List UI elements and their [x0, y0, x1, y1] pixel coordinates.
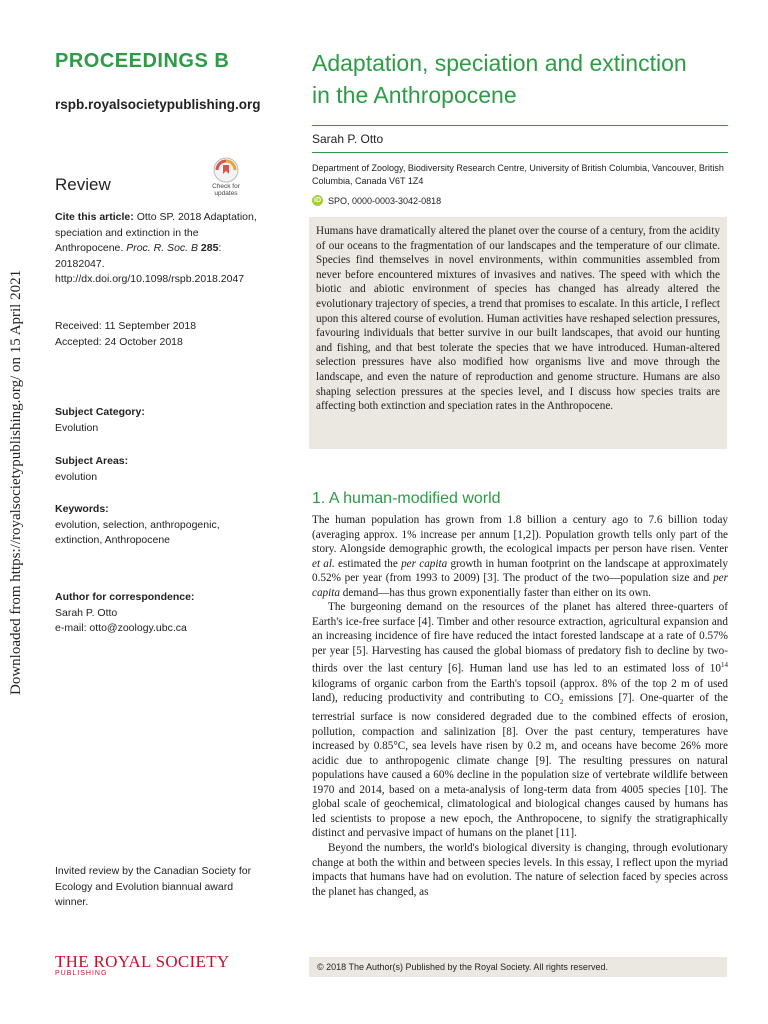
dates-block — [55, 319, 265, 350]
subject-areas-label: Subject Areas: — [55, 455, 129, 467]
title-line-1: Adaptation, speciation and extinction — [312, 50, 687, 76]
cite-journal: Proc. R. Soc. B — [126, 242, 198, 254]
cite-text: Otto SP. 2018 Adaptation, speciation and extinction in the Anthropocene. — [55, 211, 257, 254]
accepted-date: Accepted: 24 October 2018 — [55, 335, 183, 348]
correspondence — [55, 590, 265, 637]
download-watermark — [2, 269, 28, 700]
royal-society-logo: THE ROYAL SOCIETY — [55, 952, 230, 971]
subject-category-label: Subject Category: — [55, 406, 145, 418]
author-name: Sarah P. Otto — [312, 132, 384, 146]
keywords-label: Keywords: — [55, 503, 109, 515]
section-heading: 1. A human-modified world — [312, 490, 501, 507]
invited-review-note: Invited review by the Canadian Society for Ecology and Evolution biannual award winner. — [55, 865, 252, 908]
journal-name: PROCEEDINGS B — [55, 50, 230, 72]
correspondence-email[interactable]: e-mail: otto@zoology.ubc.ca — [55, 622, 187, 634]
subject-areas-value: evolution — [55, 470, 98, 483]
citation-block — [55, 210, 265, 288]
article-type: Review — [55, 175, 111, 194]
keywords-value: evolution, selection, anthropogenic, extinction, Anthropocene — [55, 518, 220, 546]
received-date: Received: 11 September 2018 — [55, 320, 197, 332]
cite-pages: : 20182047. — [55, 242, 222, 270]
subject-category — [55, 405, 265, 436]
check-for-updates-button[interactable] — [205, 157, 247, 197]
author-divider — [312, 152, 728, 153]
affiliation: Department of Zoology, Biodiversity Research Centre, University of British Columbia, Vancouver, British Columbia, Canada V6T 1Z4 — [312, 163, 724, 186]
cite-doi-link[interactable]: http://dx.doi.org/10.1098/rspb.2018.2047 — [55, 273, 245, 285]
subject-category-value: Evolution — [55, 421, 99, 434]
paragraph-3: Beyond the numbers, the world's biological diversity is changing, through evolutionary change at both the within and between species levels. In this essay, I reflect upon the myriad impacts that humans have had on evolution. The nature of selection faced by species across the planet has changed, as — [312, 842, 728, 898]
correspondence-label: Author for correspondence: — [55, 591, 195, 603]
paragraph-2: The burgeoning demand on the resources of the planet has altered three-quarters of Earth's ice-free surface [4]. Timber and other resource extraction, agricultural expansion and an increasing incidence of fire have reduced the intact forested landscape at a rate of 0.57% per year [5]. Harvesting has caused the global biomass of predatory fish to decline by two-thirds over the last century [6]. Human land use has led to an estimated loss of $10^{14}$ kilograms of organic carbon from the Earth's topsoil (approx. 8% of the top 2 m of used land), reducing productivity and contributing to $CO_2$ emissions [7]. One-quarter of the terrestrial surface is now considered degraded due to the combined effects of erosion, pollution, compaction and salinization [8]. Over the past century, temperatures have increased by 0.85°C, sea levels have risen by 0.2 m, and oceans have become 26% more acidic due to anthropogenic climate change [9]. The resulting pressures on natural populations have caused a 60% decline in the population size of vertebrate wildlife between 1970 and 2014, based on a meta-analysis of long-term data from 4005 species [10]. The global scale of geochemical, climatological and biological changes caused by humans has led scientists to propose a new epoch, the Anthropocene, to signify the stratigraphically distinct and pervasive impact of humans on the planet [11]. — [312, 601, 728, 840]
orcid-icon: iD — [314, 197, 321, 204]
check-updates-icon — [213, 157, 239, 183]
copyright-bar: © 2018 The Author(s) Published by the Royal Society. All rights reserved. — [309, 957, 727, 977]
orcid-line[interactable] — [312, 195, 441, 206]
keywords — [55, 502, 265, 549]
watermark-text: Downloaded from https://royalsocietypublishing.org/ on 15 April 2021 — [8, 269, 24, 695]
abstract-box: Humans have dramatically altered the planet over the course of a century, from the acidity of our oceans to the fragmentation of our landscapes and the temperature of our climate. Species find themselves in novel environments, within communities assembled from never before encountered mixtures of invasives and natives. The speed with which the biotic and abiotic environment of species has changed has already altered the evolutionary trajectory of species, a trend that promises to escalate. In this article, I reflect upon this altered course of evolution. Human activities have reshaped selection pressures, favouring individuals that better survive in our built landscapes, that avoid our hunting and fishing, and that best tolerate the species that we have introduced. Human-altered selection pressures have also modified how organisms live and move through the landscape, and even the nature of reproduction and genome structure. Humans are also shaping selection pressures at the species level, and I discuss how species traits are affecting both extinction and speciation rates in the Anthropocene. — [309, 217, 727, 449]
subject-areas — [55, 454, 265, 485]
orcid-id[interactable]: SPO, 0000-0003-3042-0818 — [328, 195, 442, 206]
title-line-2: in the Anthropocene — [312, 82, 517, 108]
royal-society-logo-sub: PUBLISHING — [55, 970, 108, 977]
journal-site-link[interactable]: rspb.royalsocietypublishing.org — [55, 97, 261, 112]
paragraph-1: The human population has grown from 1.8 billion a century ago to 7.6 billion today (averaging approx. 1% increase per annum [1,2]). Population growth tells only part of the story. Alongside demographic growth, the ecological impacts per person have risen. Venter et al. estimated the per capita growth in human footprint on the landscape at approximately 0.52% per year (from 1993 to 2009) [3]. The product of the two—population size and per capita demand—has thus grown exponentially faster than either on its own. — [312, 514, 728, 599]
cite-volume: 285 — [198, 242, 219, 254]
title-divider — [312, 125, 728, 126]
correspondence-name: Sarah P. Otto — [55, 606, 118, 619]
cite-label: Cite this article: — [55, 211, 134, 223]
article-title — [312, 47, 732, 111]
body-text — [312, 513, 728, 899]
check-updates-label: Check for updates — [212, 183, 240, 197]
